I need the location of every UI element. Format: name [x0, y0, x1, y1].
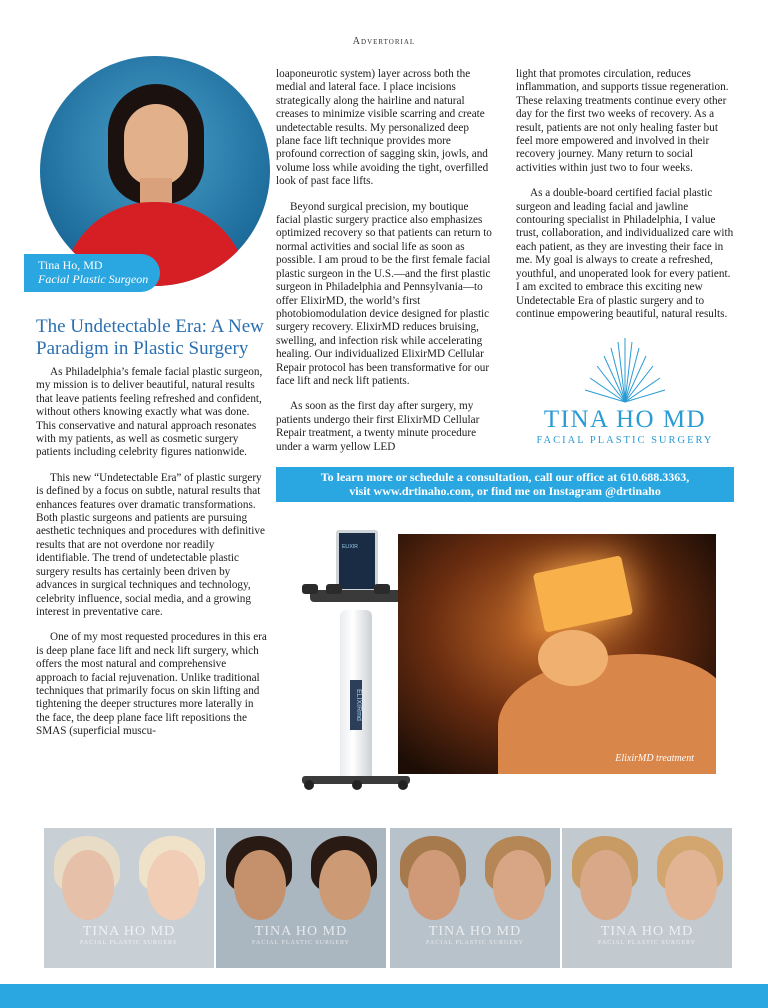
watermark-tagline: FACIAL PLASTIC SURGERY	[79, 940, 178, 946]
before-after-photo	[216, 828, 386, 968]
before-photo	[390, 828, 475, 968]
after-photo	[647, 828, 732, 968]
paragraph: One of my most requested procedures in this era is deep plane face lift and neck lift surgery, which offers the most natural and comprehensive approach to facial rejuvenation. Unlike traditional techniques that primarily focus on skin lifting and tightening the deeper structures more laterally in the face, the deep plane face lift repositions the SMAS (superficial muscu-	[36, 631, 267, 738]
brand-logo	[530, 336, 720, 446]
face	[147, 850, 199, 920]
name-banner	[24, 254, 160, 292]
device-screen-label: ELIXIR	[342, 544, 358, 550]
paragraph: Beyond surgical precision, my boutique facial plastic surgery practice also emphasizes optimized recovery so that patients can return to normal activities and social life as soon as possible. I am proud to be the first female facial plastic surgeon in the U.S.—and the first plastic surgeon in Philadelphia and Pennsylvania—to offer ElixirMD, the world’s first photobiomodulation device designed for plastic surgery recovery. ElixirMD reduces bruising, swelling, and infection risk while accelerating healing. Our individualized ElixirMD Cellular Repair protocol has been transformative for our face lift and neck lift patients.	[276, 200, 492, 387]
device-pole-label: ELIXIRmd	[350, 680, 362, 730]
footer-bar	[0, 984, 768, 1008]
face	[665, 850, 717, 920]
article-column-3	[516, 68, 734, 333]
device-pad	[302, 584, 318, 594]
face	[580, 850, 632, 920]
face	[234, 850, 286, 920]
face	[493, 850, 545, 920]
before-after-photo	[44, 828, 214, 968]
treatment-photo	[398, 534, 716, 774]
face	[62, 850, 114, 920]
photo-watermark	[44, 924, 214, 946]
paragraph: As Philadelphia’s female facial plastic surgeon, my mission is to deliver beautiful, natural results that leave patients feeling refreshed and confident, without others knowing exactly what was done. This conservative and natural approach resonates with my patients, as well as cosmetic surgery patients including celebrity figures nationwide.	[36, 366, 263, 459]
watermark-tagline: FACIAL PLASTIC SURGERY	[425, 940, 524, 946]
device-wheel	[398, 780, 408, 790]
brand-name: TINA HO MD	[543, 406, 707, 433]
device-wheel	[352, 780, 362, 790]
lotus-icon	[580, 336, 670, 404]
watermark-tagline: FACIAL PLASTIC SURGERY	[251, 940, 350, 946]
photo-watermark	[216, 924, 386, 946]
author-role: Facial Plastic Surgeon	[38, 272, 149, 286]
cta-banner	[276, 467, 734, 502]
portrait-face	[124, 104, 188, 186]
photo-watermark	[390, 924, 560, 946]
author-name: Tina Ho, MD	[38, 258, 103, 272]
device-screen	[336, 530, 378, 592]
led-panel	[533, 555, 634, 632]
after-photo	[475, 828, 560, 968]
treatment-caption: ElixirMD treatment	[615, 753, 694, 764]
face	[319, 850, 371, 920]
watermark-tagline: FACIAL PLASTIC SURGERY	[597, 940, 696, 946]
watermark-brand: TINA HO MD	[82, 924, 176, 939]
article-column-2	[276, 68, 494, 466]
after-photo	[301, 828, 386, 968]
paragraph: As a double-board certified facial plastic surgeon and leading facial and jawline contouring specialist in Philadelphia, I value trust, collaboration, and individualized care with each patient, as they are investing their face in me. My goal is always to create a refreshed, youthful, and unoperated look for every patient. I am excited to embrace this exciting new Undetectable Era of plastic surgery and to continue empowering beautiful, natural results.	[516, 187, 734, 320]
paragraph: loaponeurotic system) layer across both the medial and lateral face. I place incisions strategically along the hairline and natural creases to minimize visible scarring and create undetectable results. My personalized deep plane face lift technique provides more profound correction of sagging skin, jowls, and volume loss while avoiding the tight, overfilled look of past face lifts.	[276, 68, 489, 188]
article-column-1	[36, 366, 268, 751]
device-pad	[326, 584, 342, 594]
watermark-brand: TINA HO MD	[600, 924, 694, 939]
before-after-photo	[562, 828, 732, 968]
brand-tagline: FACIAL PLASTIC SURGERY	[536, 435, 714, 446]
before-after-photo	[390, 828, 560, 968]
before-photo	[562, 828, 647, 968]
paragraph: As soon as the first day after surgery, my patients undergo their first ElixirMD Cellular Repair treatment, a twenty minute procedure under a warm yellow LED	[276, 400, 480, 453]
before-photo	[44, 828, 129, 968]
face	[408, 850, 460, 920]
section-label: Advertorial	[352, 36, 416, 47]
patient-head	[538, 630, 608, 686]
device-pad	[374, 584, 390, 594]
paragraph: light that promotes circulation, reduces inflammation, and supports tissue regeneration. These relaxing treatments continue every other day for the first two weeks of recovery. As a result, patients are not only healing faster but feel more empowered and involved in their recovery journey. Many return to social activities within just two to four weeks.	[516, 68, 729, 174]
before-photo	[216, 828, 301, 968]
paragraph: This new “Undetectable Era” of plastic surgery is defined by a focus on subtle, natural results that enhances features over dramatic transformations. Both plastic surgeons and patients are pursuing aesthetic techniques and procedures with definitive results that are not overdone nor readily identifiable. The trend of undetectable plastic surgery results has certainly been driven by advances in surgical techniques and technology, celebrity influence, social media, and a growing interest in preventative care.	[36, 471, 265, 618]
cta-line-2: visit www.drtinaho.com, or find me on Instagram @drtinaho	[349, 484, 661, 498]
after-photo	[129, 828, 214, 968]
device-wheel	[304, 780, 314, 790]
article-headline: The Undetectable Era: A New Paradigm in Plastic Surgery	[36, 316, 264, 359]
cta-line-1: To learn more or schedule a consultation, call our office at 610.688.3363,	[320, 470, 690, 484]
watermark-brand: TINA HO MD	[254, 924, 348, 939]
photo-watermark	[562, 924, 732, 946]
portrait-photo	[40, 56, 270, 286]
watermark-brand: TINA HO MD	[428, 924, 522, 939]
